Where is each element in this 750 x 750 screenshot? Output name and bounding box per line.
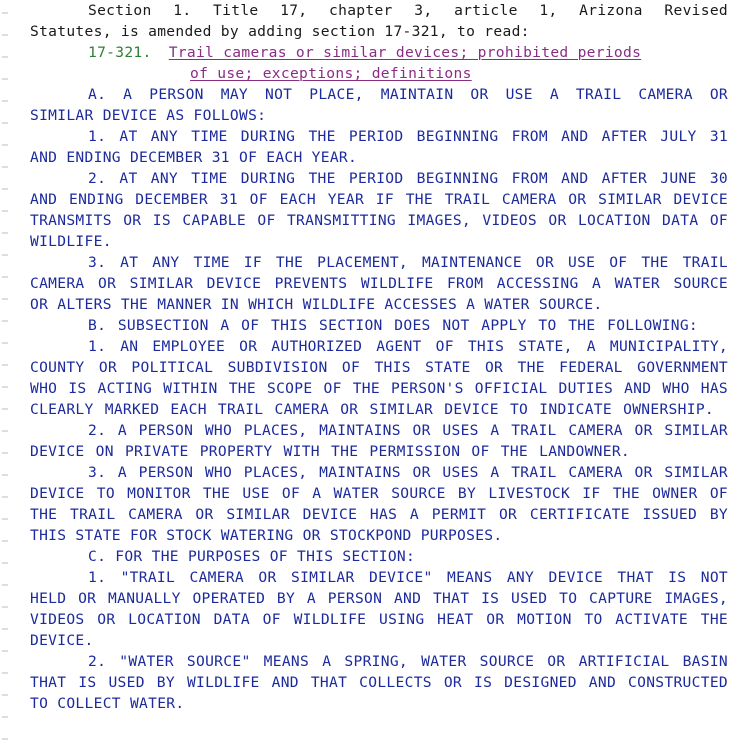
intro-line-1: Section 1. Title 17, chapter 3, article 1, Arizona Revised [88, 2, 728, 19]
body-line: COUNTY OR POLITICAL SUBDIVISION OF THIS STATE OR THE FEDERAL GOVERNMENT [30, 359, 728, 376]
body-line: TRANSMITS OR IS CAPABLE OF TRANSMITTING IMAGES, VIDEOS OR LOCATION DATA OF [30, 212, 728, 229]
body-line: 1. AT ANY TIME DURING THE PERIOD BEGINNING FROM AND AFTER JULY 31 [88, 128, 728, 145]
intro-line-2: Statutes, is amended by adding section 17-321, to read: [30, 23, 530, 40]
body-line: CAMERA OR SIMILAR DEVICE PREVENTS WILDLIFE FROM ACCESSING A WATER SOURCE [30, 275, 728, 292]
section-heading-line-2 [190, 64, 728, 85]
body-line: HELD OR MANUALLY OPERATED BY A PERSON AND THAT IS USED TO CAPTURE IMAGES, [30, 590, 728, 607]
body-line: 1. "TRAIL CAMERA OR SIMILAR DEVICE" MEANS ANY DEVICE THAT IS NOT [88, 569, 728, 586]
body-line: 2. AT ANY TIME DURING THE PERIOD BEGINNING FROM AND AFTER JUNE 30 [88, 170, 728, 187]
body-line: CLEARLY MARKED EACH TRAIL CAMERA OR SIMILAR DEVICE TO INDICATE OWNERSHIP. [30, 401, 714, 418]
body-line: WHO IS ACTING WITHIN THE SCOPE OF THE PERSON'S OFFICIAL DUTIES AND WHO HAS [30, 380, 728, 397]
body-line: SIMILAR DEVICE AS FOLLOWS: [30, 107, 267, 124]
body-line: TO COLLECT WATER. [30, 695, 185, 712]
body-line: DEVICE TO MONITOR THE USE OF A WATER SOURCE BY LIVESTOCK IF THE OWNER OF [30, 485, 728, 502]
body-line: B. SUBSECTION A OF THIS SECTION DOES NOT APPLY TO THE FOLLOWING: [88, 317, 698, 334]
body-line: 1. AN EMPLOYEE OR AUTHORIZED AGENT OF THIS STATE, A MUNICIPALITY, [88, 338, 728, 355]
body-line: AND ENDING DECEMBER 31 OF EACH YEAR IF THE TRAIL CAMERA OR SIMILAR DEVICE [30, 191, 728, 208]
body-line: DEVICE. [30, 632, 94, 649]
body-line: OR ALTERS THE MANNER IN WHICH WILDLIFE ACCESSES A WATER SOURCE. [30, 296, 603, 313]
body-line: THIS STATE FOR STOCK WATERING OR STOCKPOND PURPOSES. [30, 527, 503, 544]
body-line: C. FOR THE PURPOSES OF THIS SECTION: [88, 548, 416, 565]
body-line: 3. AT ANY TIME IF THE PLACEMENT, MAINTENANCE OR USE OF THE TRAIL [88, 254, 728, 271]
body-line: AND ENDING DECEMBER 31 OF EACH YEAR. [30, 149, 358, 166]
body-line: 2. A PERSON WHO PLACES, MAINTAINS OR USES A TRAIL CAMERA OR SIMILAR [88, 422, 728, 439]
section-heading-line-1 [88, 43, 728, 64]
body-line: THE TRAIL CAMERA OR SIMILAR DEVICE HAS A PERMIT OR CERTIFICATE ISSUED BY [30, 506, 728, 523]
body-line: 3. A PERSON WHO PLACES, MAINTAINS OR USES A TRAIL CAMERA OR SIMILAR [88, 464, 728, 481]
body-line: WILDLIFE. [30, 233, 112, 250]
body-line: THAT IS USED BY WILDLIFE AND THAT COLLECTS OR IS DESIGNED AND CONSTRUCTED [30, 674, 728, 691]
section-title-line-2: of use; exceptions; definitions [190, 65, 472, 82]
section-title-line-1: Trail cameras or similar devices; prohibited periods [168, 44, 642, 61]
body-line: A. A PERSON MAY NOT PLACE, MAINTAIN OR USE A TRAIL CAMERA OR [88, 86, 728, 103]
body-line: DEVICE ON PRIVATE PROPERTY WITH THE PERMISSION OF THE LANDOWNER. [30, 443, 630, 460]
section-number: 17-321. [88, 44, 152, 61]
body-line: 2. "WATER SOURCE" MEANS A SPRING, WATER SOURCE OR ARTIFICIAL BASIN [88, 653, 728, 670]
body-line: VIDEOS OR LOCATION DATA OF WILDLIFE USING HEAT OR MOTION TO ACTIVATE THE [30, 611, 728, 628]
